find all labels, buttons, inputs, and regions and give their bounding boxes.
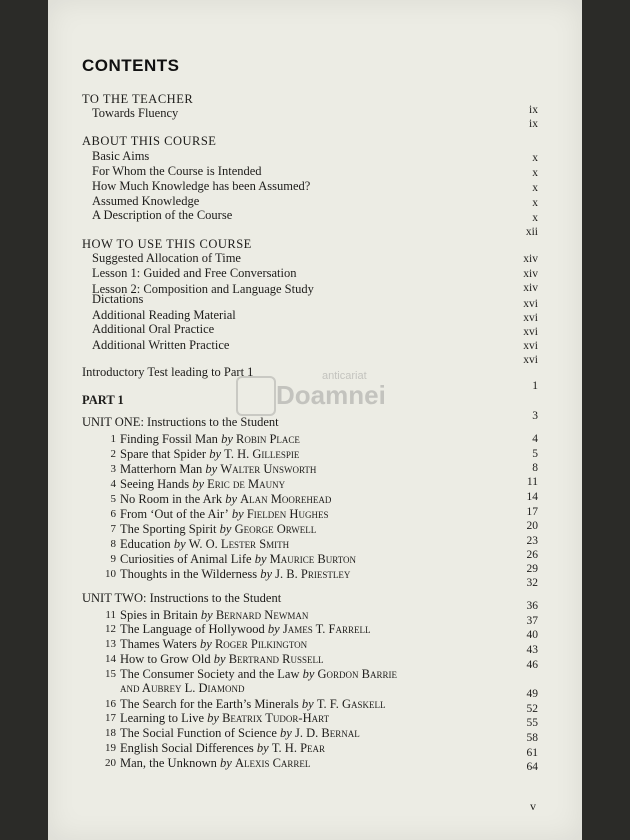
page-number: 52 xyxy=(526,703,538,715)
entry-title: Dictations xyxy=(92,292,144,306)
entry-by: by xyxy=(264,622,283,636)
page-number: 3 xyxy=(532,410,538,422)
entry-title: How Much Knowledge has been Assumed? xyxy=(92,179,311,193)
entry-title: The Search for the Earth’s Minerals by T. F. Gaskell xyxy=(120,697,386,711)
entry-title: Introductory Test leading to Part 1 xyxy=(82,365,254,379)
page-number: x xyxy=(532,152,538,164)
page-number: 1 xyxy=(532,380,538,392)
entry-title: Additional Reading Material xyxy=(92,308,236,322)
entry-number: 20 xyxy=(105,757,116,769)
entry-number: 4 xyxy=(110,478,116,490)
entry-by: by xyxy=(216,522,235,536)
toc-entry xyxy=(48,741,582,756)
contents-heading: CONTENTS xyxy=(82,56,180,75)
page-number: xvi xyxy=(523,354,538,366)
entry-by: by xyxy=(228,507,247,521)
entry-title: HOW TO USE THIS COURSE xyxy=(82,237,252,251)
entry-author: T. H. Gillespie xyxy=(224,447,300,461)
entry-number: 12 xyxy=(105,623,116,635)
watermark-small-text: anticariat xyxy=(322,370,367,382)
page-number: 8 xyxy=(532,462,538,474)
entry-title: and Aubrey L. Diamond xyxy=(120,681,245,695)
entry-title: Towards Fluency xyxy=(92,106,179,120)
page-number: 36 xyxy=(526,600,538,612)
toc-entry xyxy=(48,477,582,492)
entry-title: Lesson 2: Composition and Language Study xyxy=(92,282,314,296)
entry-author: Fielden Hughes xyxy=(246,507,329,521)
entry-by: by xyxy=(196,637,215,651)
entry-title: How to Grow Old by Bertrand Russell xyxy=(120,652,324,666)
toc-section xyxy=(48,194,582,209)
toc-section xyxy=(48,292,582,307)
entry-title: Education by W. O. Lester Smith xyxy=(120,537,290,551)
entry-by: by xyxy=(216,756,235,770)
toc-section xyxy=(48,208,582,223)
page-number: xvi xyxy=(523,340,538,352)
entry-number: 16 xyxy=(105,698,116,710)
toc-section xyxy=(48,591,582,606)
page-number: 64 xyxy=(526,761,538,773)
entry-author: Maurice Burton xyxy=(269,552,357,566)
entry-title: English Social Differences by T. H. Pear xyxy=(120,741,326,755)
page-number: 26 xyxy=(526,549,538,561)
toc-entry xyxy=(48,432,582,447)
page-number: 58 xyxy=(526,732,538,744)
entry-number: 5 xyxy=(110,493,116,505)
entry-title: For Whom the Course is Intended xyxy=(92,164,262,178)
page-number: x xyxy=(532,212,538,224)
toc-section xyxy=(48,308,582,323)
toc-section xyxy=(48,106,582,121)
entry-number: 17 xyxy=(105,712,116,724)
toc-section xyxy=(48,681,582,696)
toc-section xyxy=(48,415,582,430)
entry-number: 1 xyxy=(110,433,116,445)
entry-by: by xyxy=(204,711,223,725)
entry-by: by xyxy=(253,741,272,755)
entry-title: TO THE TEACHER xyxy=(82,92,194,106)
entry-author: James T. Farrell xyxy=(282,622,371,636)
entry-by: by xyxy=(222,492,241,506)
entry-title: Curiosities of Animal Life by Maurice Burton xyxy=(120,552,357,566)
page-number: 46 xyxy=(526,659,538,671)
entry-author: T. F. Gaskell xyxy=(316,697,386,711)
entry-number: 11 xyxy=(105,609,116,621)
page-number: 17 xyxy=(526,506,538,518)
toc-section xyxy=(48,179,582,194)
entry-by: by xyxy=(299,667,318,681)
toc-entry xyxy=(48,447,582,462)
entry-title: UNIT TWO: Instructions to the Student xyxy=(82,591,282,605)
entry-author: T. H. Pear xyxy=(271,741,326,755)
page-number: 43 xyxy=(526,644,538,656)
entry-by: by xyxy=(206,447,225,461)
entry-author: Beatrix Tudor-Hart xyxy=(222,711,330,725)
entry-title: Thoughts in the Wilderness by J. B. Priestley xyxy=(120,567,351,581)
entry-title: Suggested Allocation of Time xyxy=(92,251,241,265)
entry-title: The Consumer Society and the Law by Gordon Barrie xyxy=(120,667,398,681)
toc-section xyxy=(48,134,582,149)
page-number: x xyxy=(532,197,538,209)
page-number: xiv xyxy=(523,282,538,294)
entry-author: Alexis Carrel xyxy=(234,756,311,770)
toc-entry xyxy=(48,652,582,667)
entry-by: by xyxy=(298,697,317,711)
entry-number: 8 xyxy=(110,538,116,550)
entry-title: Spies in Britain by Bernard Newman xyxy=(120,608,309,622)
toc-entry xyxy=(48,608,582,623)
entry-title: The Social Function of Science by J. D. Bernal xyxy=(120,726,360,740)
entry-author: J. D. Bernal xyxy=(294,726,360,740)
page-number: xiv xyxy=(523,268,538,280)
entry-by: by xyxy=(251,552,270,566)
entry-by: by xyxy=(202,462,221,476)
page-number: x xyxy=(532,167,538,179)
entry-number: 7 xyxy=(110,523,116,535)
entry-title: Seeing Hands by Eric de Mauny xyxy=(120,477,286,491)
entry-title: No Room in the Ark by Alan Moorehead xyxy=(120,492,332,506)
entry-number: 14 xyxy=(105,653,116,665)
entry-author: Roger Pilkington xyxy=(214,637,308,651)
toc-entry xyxy=(48,711,582,726)
entry-number: 6 xyxy=(110,508,116,520)
entry-title: The Sporting Spirit by George Orwell xyxy=(120,522,317,536)
toc-entry xyxy=(48,492,582,507)
toc-entry xyxy=(48,697,582,712)
toc-section xyxy=(48,237,582,252)
entry-number: 9 xyxy=(110,553,116,565)
entry-title: ABOUT THIS COURSE xyxy=(82,134,217,148)
entry-title: Spare that Spider by T. H. Gillespie xyxy=(120,447,300,461)
watermark-big-text: Doamnei xyxy=(276,380,386,410)
page-number: 20 xyxy=(526,520,538,532)
entry-title: Lesson 1: Guided and Free Conversation xyxy=(92,266,297,280)
entry-author: Bertrand Russell xyxy=(228,652,324,666)
entry-author: Alan Moorehead xyxy=(240,492,332,506)
toc-section xyxy=(48,251,582,266)
page-number: 37 xyxy=(526,615,538,627)
toc-entry xyxy=(48,462,582,477)
entry-title: Basic Aims xyxy=(92,149,150,163)
entry-title: Additional Oral Practice xyxy=(92,322,215,336)
entry-author: Eric de Mauny xyxy=(207,477,286,491)
entry-author: Bernard Newman xyxy=(215,608,309,622)
entry-title: PART 1 xyxy=(82,393,124,407)
entry-author: W. O. Lester Smith xyxy=(188,537,290,551)
toc-section xyxy=(48,164,582,179)
page-number: ix xyxy=(529,104,538,116)
entry-title: A Description of the Course xyxy=(92,208,233,222)
book-page xyxy=(48,0,582,840)
toc-section xyxy=(48,149,582,164)
toc-section xyxy=(48,322,582,337)
page-number: ix xyxy=(529,118,538,130)
entry-by: by xyxy=(197,608,216,622)
toc-entry xyxy=(48,522,582,537)
entry-by: by xyxy=(210,652,229,666)
entry-number: 13 xyxy=(105,638,116,650)
page-number: xiv xyxy=(523,253,538,265)
toc-entry xyxy=(48,622,582,637)
watermark-box-icon xyxy=(236,376,276,416)
page-number: 5 xyxy=(532,448,538,460)
toc-entry xyxy=(48,567,582,582)
toc-entry xyxy=(48,637,582,652)
page-number: x xyxy=(532,182,538,194)
page-number: xvi xyxy=(523,326,538,338)
page-number: xii xyxy=(525,226,538,238)
entry-by: by xyxy=(217,432,236,446)
toc-entry xyxy=(48,552,582,567)
page-number: 40 xyxy=(526,629,538,641)
toc-entry xyxy=(48,507,582,522)
page-number: 11 xyxy=(526,476,538,488)
entry-number: 2 xyxy=(110,448,116,460)
entry-title: UNIT ONE: Instructions to the Student xyxy=(82,415,279,429)
page-number: xvi xyxy=(523,312,538,324)
entry-title: The Language of Hollywood by James T. Farrell xyxy=(120,622,371,636)
toc-section xyxy=(48,266,582,281)
entry-author: Gordon Barrie xyxy=(317,667,398,681)
toc-section xyxy=(48,338,582,353)
page-number: 4 xyxy=(532,433,538,445)
toc-entry xyxy=(48,537,582,552)
page-number: 49 xyxy=(526,688,538,700)
page-number: 23 xyxy=(526,535,538,547)
entry-by: by xyxy=(170,537,189,551)
entry-author: Robin Place xyxy=(236,432,300,446)
toc-entry xyxy=(48,756,582,771)
page-number: 14 xyxy=(526,491,538,503)
entry-number: 10 xyxy=(105,568,116,580)
toc-entry xyxy=(48,726,582,741)
entry-title: Finding Fossil Man by Robin Place xyxy=(120,432,300,446)
entry-title: Man, the Unknown by Alexis Carrel xyxy=(120,756,311,770)
entry-number: 3 xyxy=(110,463,116,475)
entry-title: From ‘Out of the Air’ by Fielden Hughes xyxy=(120,507,329,521)
page-number: 32 xyxy=(526,577,538,589)
page-number: xvi xyxy=(523,298,538,310)
entry-title: Additional Written Practice xyxy=(92,338,230,352)
entry-by: by xyxy=(276,726,295,740)
entry-author: Walter Unsworth xyxy=(220,462,317,476)
entry-title: Learning to Live by Beatrix Tudor-Hart xyxy=(120,711,330,725)
entry-author: J. B. Priestley xyxy=(275,567,351,581)
page-number: 55 xyxy=(526,717,538,729)
page-number: 29 xyxy=(526,563,538,575)
page-number: 61 xyxy=(526,747,538,759)
entry-by: by xyxy=(257,567,276,581)
entry-number: 15 xyxy=(105,668,116,680)
watermark-logo xyxy=(236,370,396,414)
entry-by: by xyxy=(189,477,208,491)
page-folio: v xyxy=(530,799,536,813)
toc-entry xyxy=(48,667,582,682)
entry-title: Assumed Knowledge xyxy=(92,194,200,208)
entry-title: Matterhorn Man by Walter Unsworth xyxy=(120,462,317,476)
entry-title: Thames Waters by Roger Pilkington xyxy=(120,637,308,651)
entry-number: 18 xyxy=(105,727,116,739)
entry-author: George Orwell xyxy=(234,522,317,536)
entry-number: 19 xyxy=(105,742,116,754)
toc-section xyxy=(48,92,582,107)
